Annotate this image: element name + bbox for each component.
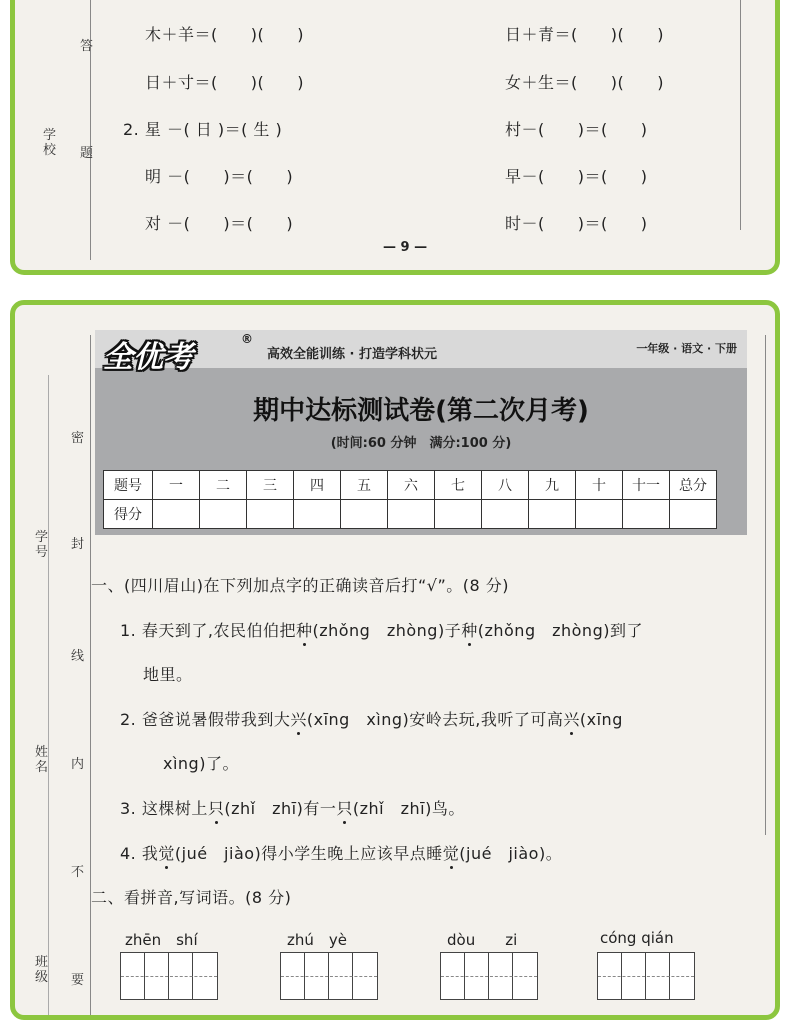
score-cell[interactable] bbox=[623, 500, 670, 529]
score-table bbox=[103, 470, 717, 529]
score-header-cell: 四 bbox=[294, 471, 341, 500]
score-header-cell: 十 bbox=[576, 471, 623, 500]
pinyin-prompt: dòu zi bbox=[447, 931, 518, 949]
side-label-class: 班级 bbox=[35, 955, 49, 985]
score-header-cell: 二 bbox=[200, 471, 247, 500]
binding-line-outer bbox=[48, 375, 49, 1020]
grade-label: 一年级 · 语文 · 下册 bbox=[636, 342, 737, 355]
right-row-2: 女＋生＝( )( ) bbox=[505, 73, 664, 92]
writing-grid[interactable] bbox=[120, 952, 218, 1000]
pinyin-prompt: zhēn shí bbox=[125, 931, 198, 949]
score-header-cell: 一 bbox=[153, 471, 200, 500]
side-school: 学校 bbox=[43, 128, 57, 158]
score-cell[interactable] bbox=[247, 500, 294, 529]
pinyin-prompt: zhú yè bbox=[287, 931, 347, 949]
binding-line bbox=[90, 335, 91, 1020]
score-header-cell: 七 bbox=[435, 471, 482, 500]
pinyin-prompt: cóng qián bbox=[600, 929, 674, 947]
right-row-3: 村－( )＝( ) bbox=[505, 120, 648, 139]
writing-grid[interactable] bbox=[280, 952, 378, 1000]
writing-grid[interactable] bbox=[440, 952, 538, 1000]
q1-item-1: 1. 春天到了,农民伯伯把种(zhǒng zhòng)子种(zhǒng zhòng)到了 bbox=[120, 621, 643, 640]
score-cell[interactable] bbox=[435, 500, 482, 529]
top-page bbox=[10, 0, 780, 275]
score-cell[interactable] bbox=[388, 500, 435, 529]
right-margin-line bbox=[765, 335, 766, 835]
side-char-ti: 题 bbox=[80, 146, 94, 161]
left-row-2: 日＋寸＝( )( ) bbox=[145, 73, 304, 92]
registered-mark: ® bbox=[241, 332, 253, 346]
score-header-cell: 五 bbox=[341, 471, 388, 500]
exam-subtitle: (时间:60 分钟 满分:100 分) bbox=[330, 436, 512, 451]
page-number: — 9 — bbox=[383, 240, 428, 255]
score-header-cell: 六 bbox=[388, 471, 435, 500]
side-char-bu: 不 bbox=[71, 865, 85, 880]
score-header-cell: 九 bbox=[529, 471, 576, 500]
side-char-da: 答 bbox=[80, 39, 94, 54]
side-char-xian: 线 bbox=[71, 649, 85, 664]
q1-item-4: 4. 我觉(jué jiào)得小学生晚上应该早点睡觉(jué jiào)。 bbox=[120, 844, 563, 863]
q1-heading: 一、(四川眉山)在下列加点字的正确读音后打“√”。(8 分) bbox=[91, 576, 510, 595]
score-cell[interactable] bbox=[341, 500, 388, 529]
exam-banner bbox=[95, 330, 747, 535]
left-row-3: 2. 星 －( 日 )＝( 生 ) bbox=[123, 120, 283, 139]
score-table-header-row bbox=[104, 471, 717, 500]
score-cell[interactable] bbox=[482, 500, 529, 529]
side-char-yao: 要 bbox=[71, 973, 85, 988]
brand-logo: 全优考 bbox=[103, 340, 193, 375]
side-label-student-no: 学号 bbox=[35, 530, 49, 560]
brand-slogan: 高效全能训练 · 打造学科状元 bbox=[267, 347, 437, 362]
score-cell[interactable] bbox=[670, 500, 717, 529]
score-header-cell: 总分 bbox=[670, 471, 717, 500]
score-header-cell: 八 bbox=[482, 471, 529, 500]
score-cell[interactable] bbox=[294, 500, 341, 529]
score-cell[interactable] bbox=[529, 500, 576, 529]
right-row-5: 时－( )＝( ) bbox=[505, 214, 648, 233]
bottom-page bbox=[10, 300, 780, 1020]
score-header-cell: 十一 bbox=[623, 471, 670, 500]
exam-title: 期中达标测试卷(第二次月考) bbox=[253, 396, 589, 426]
score-cell[interactable] bbox=[200, 500, 247, 529]
q1-item-2: 2. 爸爸说暑假带我到大兴(xīng xìng)安岭去玩,我听了可高兴(xīng bbox=[120, 710, 623, 729]
left-row-5: 对 －( )＝( ) bbox=[145, 214, 294, 233]
q2-heading: 二、看拼音,写词语。(8 分) bbox=[91, 888, 292, 907]
score-cell[interactable] bbox=[576, 500, 623, 529]
side-char-mi: 密 bbox=[71, 431, 85, 446]
score-header-cell: 三 bbox=[247, 471, 294, 500]
q1-item-3: 3. 这棵树上只(zhǐ zhī)有一只(zhǐ zhī)鸟。 bbox=[120, 799, 465, 818]
left-row-4: 明 －( )＝( ) bbox=[145, 167, 294, 186]
score-table-score-row bbox=[104, 500, 717, 529]
score-cell[interactable] bbox=[153, 500, 200, 529]
score-header-cell: 题号 bbox=[104, 471, 153, 500]
side-char-nei: 内 bbox=[71, 757, 85, 772]
q1-item-1-cont: 地里。 bbox=[143, 665, 193, 684]
side-char-feng: 封 bbox=[71, 537, 85, 552]
left-row-1: 木＋羊＝( )( ) bbox=[145, 25, 304, 44]
score-row-label: 得分 bbox=[104, 500, 153, 529]
right-row-1: 日＋青＝( )( ) bbox=[505, 25, 664, 44]
writing-grid[interactable] bbox=[597, 952, 695, 1000]
right-margin-line bbox=[740, 0, 741, 230]
side-label-name: 姓名 bbox=[35, 745, 49, 775]
right-row-4: 早－( )＝( ) bbox=[505, 167, 648, 186]
q1-item-2-cont: xìng)了。 bbox=[163, 754, 239, 773]
